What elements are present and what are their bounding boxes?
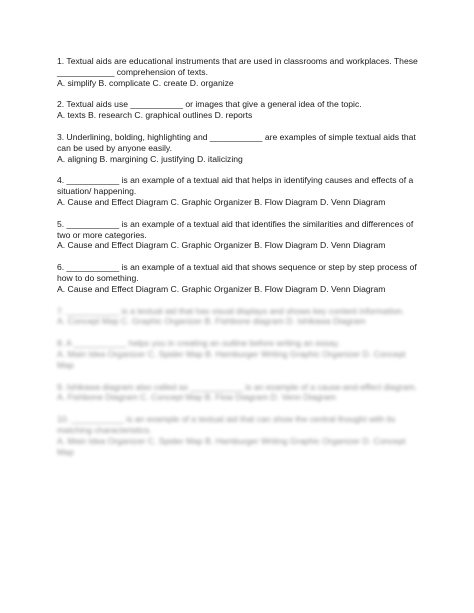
question-6 (57, 262, 427, 294)
question-3 (57, 132, 427, 164)
question-10-blurred (57, 414, 427, 457)
question-text: how to do something. (57, 272, 139, 283)
answer-choices: A. Cause and Effect Diagram C. Graphic Organizer B. Flow Diagram D. Venn Diagram (57, 240, 386, 251)
question-text: 8. A ___________ helps you in creating an outline before writing an essay. (57, 338, 340, 349)
question-2 (57, 99, 427, 121)
question-list (57, 56, 427, 468)
question-5 (57, 219, 427, 251)
question-text: two or more categories. (57, 229, 147, 240)
answer-choices: A. Main Idea Organizer C. Spider Map B. Hamburger Writing Graphic Organizer D. Concept (57, 435, 406, 446)
answer-choices: A. Cause and Effect Diagram C. Graphic Organizer B. Flow Diagram D. Venn Diagram (57, 283, 386, 294)
question-text: 10. ___________ is an example of a textual aid that can show the central thought with its (57, 414, 396, 425)
question-text: 7. ___________ is a textual aid that has visual displays and shows key content information. (57, 305, 405, 316)
question-8-blurred (57, 338, 427, 370)
question-text: 6. ___________ is an example of a textual aid that shows sequence or step by step process of (57, 262, 417, 273)
question-text: 5. ___________ is an example of a textual aid that identifies the similarities and differences of (57, 218, 414, 229)
answer-choices: A. Concept Map C. Graphic Organizer B. Fishbone diagram D. Ishikawa Diagram (57, 316, 366, 327)
question-1 (57, 56, 427, 88)
question-text: 3. Underlining, bolding, highlighting and ___________ are examples of simple textual aids that (57, 131, 416, 142)
question-text: situation/ happening. (57, 186, 137, 197)
question-text: matching characteristics. (57, 424, 152, 435)
question-text: 2. Textual aids use ___________ or images that give a general idea of the topic. (57, 99, 362, 110)
answer-choices: A. Main Idea Organizer C. Spider Map B. Hamburger Writing Graphic Organizer D. Concept (57, 348, 406, 359)
answer-choices: A. Fishbone Diagram C. Concept Map B. Flow Diagram D. Venn Diagram (57, 392, 336, 403)
question-text: 9. Ishikawa diagram also called as ___________ is an example of a cause-and-effect diagram. (57, 381, 418, 392)
question-9-blurred (57, 382, 427, 404)
answer-choices: Map (57, 446, 74, 457)
question-text: 4. ___________ is an example of a textual aid that helps in identifying causes and effects of a (57, 175, 414, 186)
answer-choices: A. aligning B. margining C. justifying D. italicizing (57, 153, 243, 164)
answer-choices: A. Cause and Effect Diagram C. Graphic Organizer B. Flow Diagram D. Venn Diagram (57, 196, 386, 207)
question-text: ____________ comprehension of texts. (57, 66, 208, 77)
question-text: 1. Textual aids are educational instruments that are used in classrooms and workplaces. These (57, 56, 418, 66)
question-7-blurred (57, 306, 427, 328)
answer-choices: A. texts B. research C. graphical outlines D. reports (57, 110, 253, 121)
answer-choices: A. simplify B. complicate C. create D. organize (57, 77, 234, 88)
question-text: can be used by anyone easily. (57, 142, 172, 153)
question-4 (57, 175, 427, 207)
answer-choices: Map (57, 359, 74, 370)
